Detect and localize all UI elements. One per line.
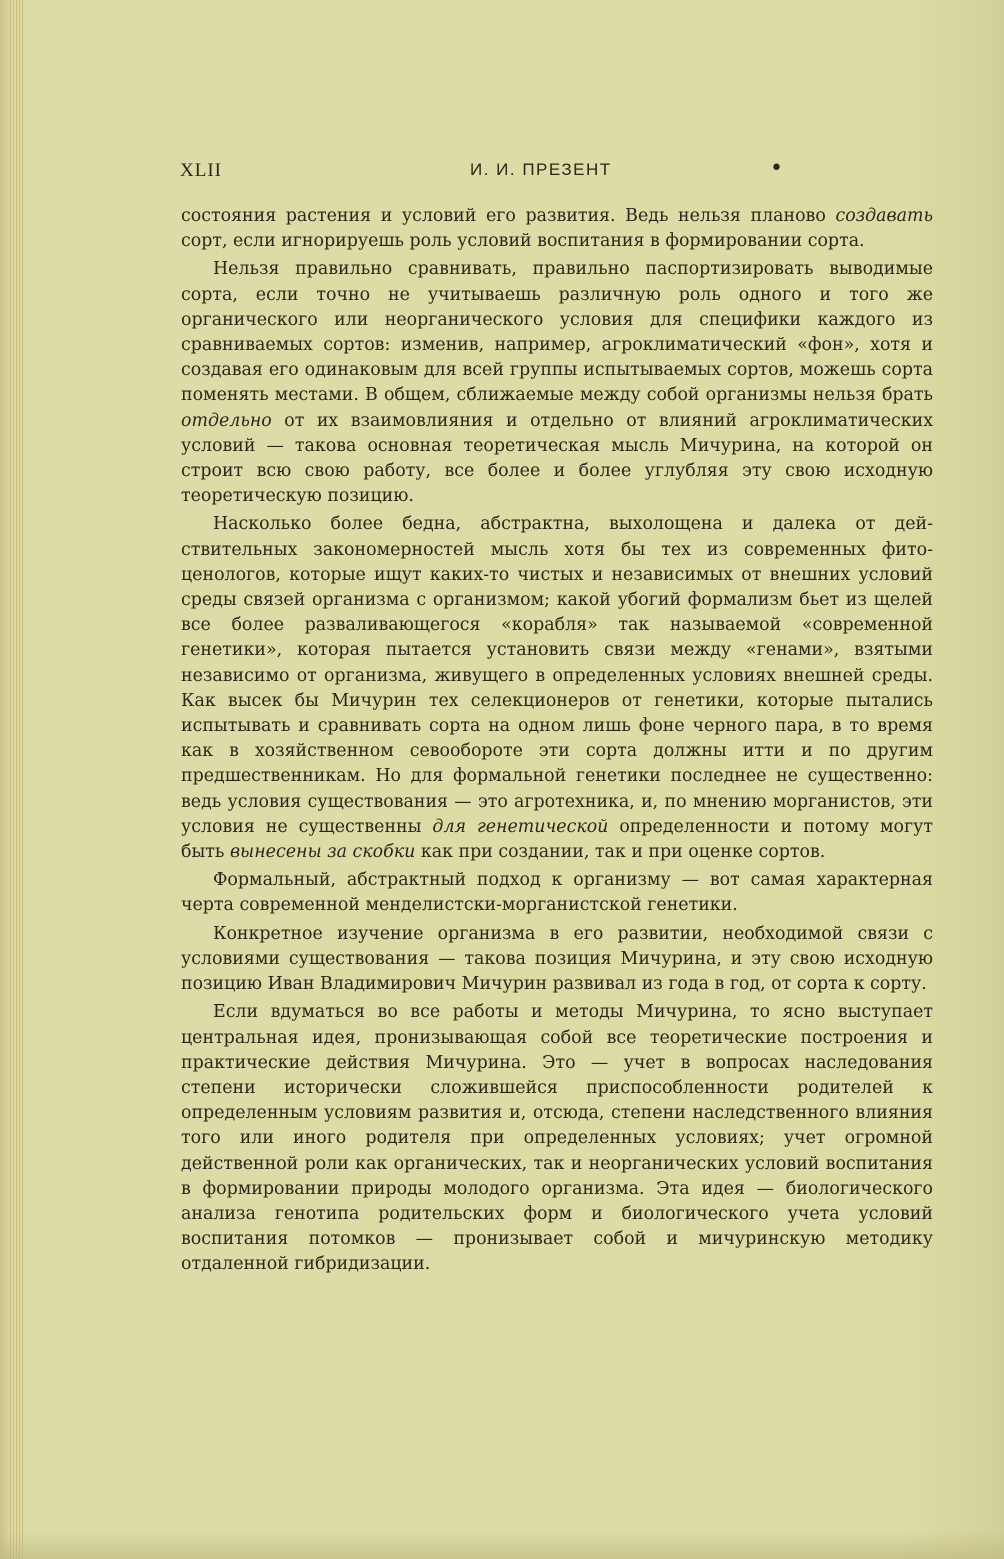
paragraph-text: Конкретное изучение организма в его развитии, необходимой связи с условиями существования — такова позиция Мичурина, и эту свою исходную позицию Иван Владимирович Мичурин развивал из года в год, от сорта к сорту. xyxy=(181,923,933,995)
paragraph-text: Нельзя правильно сравнивать, правильно паспортизировать выводимые сорта, если точно не учитываешь различную роль одного и того же органического или неорганического условия для специфики каждого из сравниваемых сортов: изменив, например, агроклиматический «фон», хотя и создавая его одинаковым для всей группы испытываемых сортов, можешь сорта поменять местами. В общем, сближаемые между собой организмы нельзя брать xyxy=(181,259,933,406)
paragraph-text: как при создании, так и при оценке сортов. xyxy=(415,842,826,863)
emphasis: для генетической xyxy=(432,816,609,837)
paragraph-text: Насколько более бедна, абстрактна, выхолощена и далека от действительных закономерностей мысль хотя бы тех из современных фитоценологов, которые ищут каких-то чистых и независимых от внешних условий среды связей организма с организмом; какой убогий формализм бьет из щелей все более разваливающегося «корабля» так называемой «современной генетики», которая пытается установить связи между «генами», взятыми независимо от организма, живущего в определенных условиях внешней среды. Как высек бы Мичурин тех селекционеров от генетики, которые пытались испытывать и сравнивать сорта на одном лишь фоне черного пара, в то время как в хозяйственном севообороте эти сорта должны итти и по другим предшественникам. Но для формальной генетики последнее не существенно: ведь условия существования — это агротехника, и, по мнению морганистов, эти условия не существенны xyxy=(181,514,933,837)
paragraph-text: сорт, если игнорируешь роль условий воспитания в формировании сорта. xyxy=(181,231,865,252)
paragraph-text: Если вдуматься во все работы и методы Мичурина, то ясно выступает центральная идея, пронизывающая собой все теоретические построения и практические действия Мичурина. Это — учет в вопросах наследования степени исторически сложившейся приспособленности родителей к определенным условиям развития и, отсюда, степени наследственного влияния того или иного родителя при определенных условиях; учет огромной действенной роли как органических, так и неорганических условий воспитания в формировании природы молодого организма. Эта идея — биологического анализа генотипа родительских форм и биологического учета условий воспитания потомков — пронизывает собой и мичуринскую методику отдаленной гибридизации. xyxy=(181,1002,933,1275)
emphasis: вынесены за скобки xyxy=(229,842,416,863)
paragraph-4 xyxy=(181,868,933,918)
paragraph-text: состояния растения и условий его развития. Ведь нельзя планово xyxy=(181,206,836,226)
emphasis: отдельно xyxy=(181,410,272,431)
emphasis: создавать xyxy=(835,206,933,226)
body-text xyxy=(181,204,933,1278)
paragraph-3 xyxy=(181,512,933,865)
header-mark: • xyxy=(770,156,784,181)
paragraph-2 xyxy=(181,257,933,509)
page-bottom-shadow xyxy=(0,1531,1004,1559)
paragraph-text: от их взаимовлияния и отдельно от влияний агроклиматических условий — такова основная теоретическая мысль Мичурина, на которой он строит всю свою работу, все более и более углубляя эту свою исходную теоретическую позицию. xyxy=(181,410,933,507)
paragraph-1 xyxy=(181,204,933,254)
page-number: XLII xyxy=(180,160,222,181)
running-header xyxy=(180,156,940,188)
page-stack-edge xyxy=(10,0,24,1559)
paragraph-6 xyxy=(181,1000,933,1277)
paragraph-text: определенности и потому могут быть xyxy=(181,816,933,863)
paragraph-text: Формальный, абстрактный подход к организму — вот самая характерная черта современной менделистски-морганистской генетики. xyxy=(181,870,933,916)
paragraph-5 xyxy=(181,922,933,998)
running-title: И. И. ПРЕЗЕНТ xyxy=(470,160,612,179)
